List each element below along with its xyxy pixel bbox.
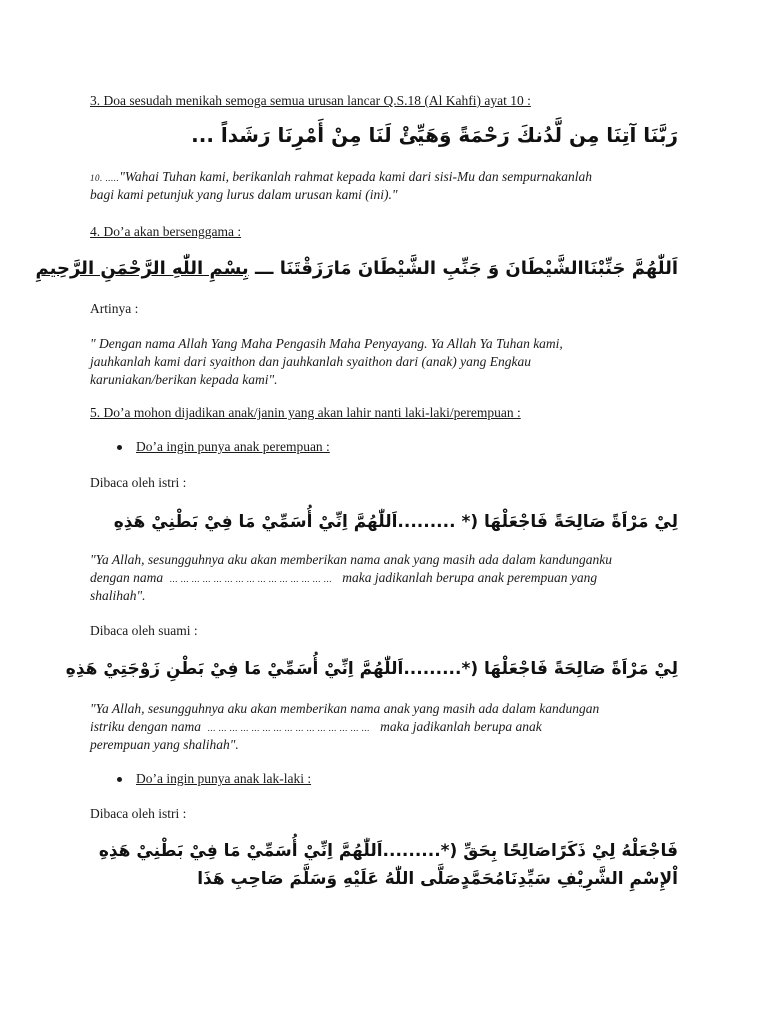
section-3-arabic-prayer: رَبَّنَا آتِنَا مِن لَّدُنكَ رَحْمَةً وَهَيِّئْ لَنَا مِنْ أَمْرِنَا رَشَداً ... (191, 123, 678, 147)
dibaca-suami-label: Dibaca oleh suami : (90, 623, 198, 638)
arabic-prayer-girl-istri: لِيْ مَرْاَةً صَالِحَةً فَاجْعَلْهَا (* .........اَللّٰهُمَّ اِنِّيْ أُسَمِّيْ مَا فِيْ بَطْنِيْ هَذِهِ (113, 512, 678, 532)
artinya-label: Artinya : (90, 301, 139, 316)
name-blank-dots: ... ... ... ... ... ... ... ... ... ... ... ... ... ... ... (169, 574, 333, 584)
section-4-heading: 4. Do’a akan bersenggama : (90, 224, 242, 239)
arabic-prayer-main: اَللّٰهُمَّ جَنِّبْنَاالشَّيْطَانَ وَ جَنِّبِ الشَّيْطَانَ مَارَزَقْتَنَا (279, 258, 678, 279)
arabic-prayer-boy-line-1: فَاجْعَلْهُ لِيْ ذَكَرًاصَالِحًا بِحَقِّ (*.........اَللّٰهُمَّ اِنِّيْ أُسَمِّيْ مَا فِيْ بَطْنِيْ هَذِهِ (98, 841, 678, 861)
name-blank-dots: ... ... ... ... ... ... ... ... ... ... ... ... ... ... ... (207, 723, 370, 733)
section-4-arabic-prayer (36, 252, 678, 286)
girl-suami-meaning-line-1: "Ya Allah, sesungguhnya aku akan memberikan nama anak yang masih ada dalam kandungan (90, 701, 600, 716)
section-3-translation-line-2: bagi kami petunjuk yang lurus dalam urusan kami (ini)." (90, 187, 398, 202)
meaning-text: maka jadikanlah berupa anak perempuan yang (342, 570, 598, 585)
girl-istri-meaning-line-1: "Ya Allah, sesungguhnya aku akan memberikan nama anak yang masih ada dalam kandunganku (90, 552, 612, 567)
section-4-meaning-line-3: karuniakan/berikan kepada kami". (90, 372, 278, 387)
translation-text: "Wahai Tuhan kami, berikanlah rahmat kepada kami dari sisi-Mu dan sempurnakanlah (119, 169, 593, 184)
arabic-prayer-girl-suami: لِيْ مَرْاَةً صَالِحَةً فَاجْعَلْهَا (*.........اَللّٰهُمَّ اِنِّيْ أُسَمِّيْ مَا فِيْ بَطْنِ زَوْجَتِيْ هَذِهِ (65, 659, 678, 679)
meaning-text: maka jadikanlah berupa anak (380, 719, 542, 734)
section-3-heading: 3. Doa sesudah menikah semoga semua urusan lancar Q.S.18 (Al Kahfi) ayat 10 : (90, 93, 531, 108)
section-4-meaning-line-2: jauhkanlah kami dari syaithon dan jauhkanlah syaithon dari (anak) yang Engkau (90, 354, 531, 369)
verse-number: 10. ..... (90, 173, 120, 183)
bullet-boy-label: Do’a ingin punya anak lak-laki : (136, 771, 312, 786)
girl-istri-meaning-line-3: shalihah". (90, 588, 146, 603)
bullet-girl-label: Do’a ingin punya anak perempuan : (136, 439, 330, 454)
arabic-basmala: بِسْمِ اللّٰهِ الرَّحْمَنِ الرَّحِيمِ (35, 258, 249, 279)
arabic-prayer-boy-line-2: اْلإِسْمِ الشَّرِيْفِ سَيِّدِنَامُحَمَّدٍصَلَّى اللّٰهُ عَلَيْهِ وَسَلَّمَ صَاحِبِ هَذَا (197, 869, 678, 889)
girl-istri-meaning-line-2 (90, 569, 597, 588)
bullet-icon (117, 445, 122, 450)
section-5-heading: 5. Do’a mohon dijadikan anak/janin yang akan lahir nanti laki-laki/perempuan : (90, 405, 521, 420)
girl-suami-meaning-line-2 (90, 718, 542, 737)
meaning-text: istriku dengan nama (90, 719, 201, 734)
section-3-translation-line-1 (90, 168, 592, 187)
bullet-icon (117, 777, 122, 782)
dibaca-istri-label-1: Dibaca oleh istri : (90, 475, 187, 490)
meaning-text: dengan nama (90, 570, 164, 585)
section-4-meaning-line-1: " Dengan nama Allah Yang Maha Pengasih Maha Penyayang. Ya Allah Ya Tuhan kami, (90, 336, 563, 351)
dibaca-istri-label-2: Dibaca oleh istri : (90, 806, 187, 821)
arabic-dash: ـــ (254, 258, 274, 279)
girl-suami-meaning-line-3: perempuan yang shalihah". (90, 737, 239, 752)
